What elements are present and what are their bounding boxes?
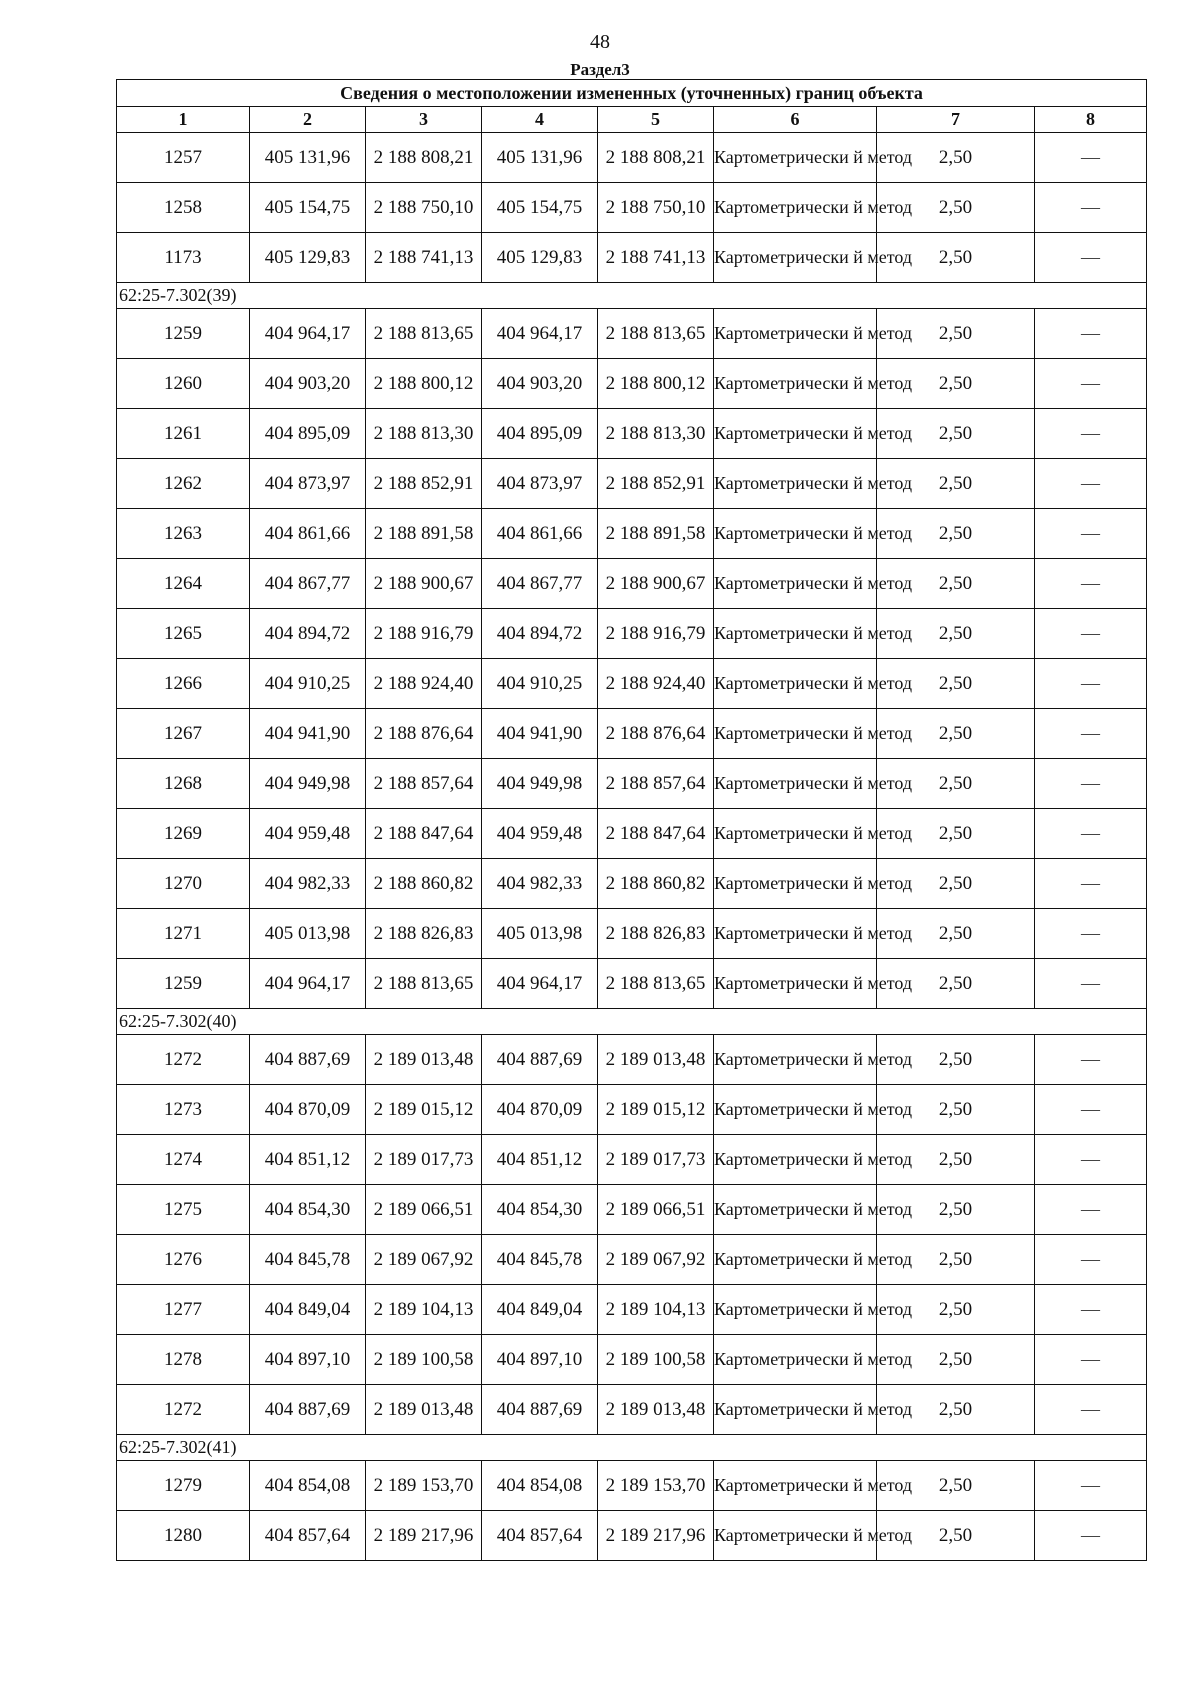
table-row xyxy=(117,909,1147,959)
cell-x-old: 404 870,09 xyxy=(250,1085,366,1135)
cell-y-old: 2 188 847,64 xyxy=(366,809,482,859)
cell-x-old: 404 895,09 xyxy=(250,409,366,459)
cell-method: Картометрически й метод xyxy=(714,1185,877,1235)
cell-accuracy: 2,50 xyxy=(877,1335,1035,1385)
cell-accuracy: 2,50 xyxy=(877,309,1035,359)
table-row xyxy=(117,559,1147,609)
cell-point-number: 1274 xyxy=(117,1135,250,1185)
cell-description: — xyxy=(1035,1085,1147,1135)
table-row xyxy=(117,1285,1147,1335)
cell-point-number: 1278 xyxy=(117,1335,250,1385)
cell-point-number: 1265 xyxy=(117,609,250,659)
cell-point-number: 1275 xyxy=(117,1185,250,1235)
cell-y-new: 2 189 017,73 xyxy=(598,1135,714,1185)
cell-y-new: 2 188 813,30 xyxy=(598,409,714,459)
section-label: 62:25-7.302(40) xyxy=(117,1009,1147,1035)
cell-accuracy: 2,50 xyxy=(877,909,1035,959)
cell-x-old: 405 131,96 xyxy=(250,133,366,183)
coordinates-table xyxy=(116,79,1147,1561)
cell-x-old: 404 941,90 xyxy=(250,709,366,759)
cell-y-new: 2 189 100,58 xyxy=(598,1335,714,1385)
cell-point-number: 1259 xyxy=(117,959,250,1009)
cell-method: Картометрически й метод xyxy=(714,809,877,859)
table-row xyxy=(117,233,1147,283)
cell-point-number: 1258 xyxy=(117,183,250,233)
cell-y-old: 2 189 066,51 xyxy=(366,1185,482,1235)
cell-y-old: 2 189 013,48 xyxy=(366,1385,482,1435)
table-row xyxy=(117,1035,1147,1085)
table-row xyxy=(117,359,1147,409)
cell-description: — xyxy=(1035,1335,1147,1385)
cell-x-old: 404 982,33 xyxy=(250,859,366,909)
cell-method: Картометрически й метод xyxy=(714,1085,877,1135)
table-row xyxy=(117,409,1147,459)
cell-point-number: 1276 xyxy=(117,1235,250,1285)
cell-x-new: 404 861,66 xyxy=(482,509,598,559)
cell-x-new: 404 941,90 xyxy=(482,709,598,759)
cell-method: Картометрически й метод xyxy=(714,709,877,759)
cell-method: Картометрически й метод xyxy=(714,909,877,959)
cell-x-old: 404 867,77 xyxy=(250,559,366,609)
cell-description: — xyxy=(1035,359,1147,409)
cell-point-number: 1277 xyxy=(117,1285,250,1335)
cell-x-old: 404 854,30 xyxy=(250,1185,366,1235)
cell-x-old: 404 845,78 xyxy=(250,1235,366,1285)
cell-y-new: 2 189 066,51 xyxy=(598,1185,714,1235)
table-row xyxy=(117,459,1147,509)
cell-x-new: 404 845,78 xyxy=(482,1235,598,1285)
cell-y-new: 2 188 924,40 xyxy=(598,659,714,709)
cell-accuracy: 2,50 xyxy=(877,659,1035,709)
cell-y-old: 2 188 916,79 xyxy=(366,609,482,659)
cell-description: — xyxy=(1035,309,1147,359)
section-label: 62:25-7.302(39) xyxy=(117,283,1147,309)
cell-point-number: 1272 xyxy=(117,1035,250,1085)
cell-accuracy: 2,50 xyxy=(877,959,1035,1009)
cell-y-new: 2 188 826,83 xyxy=(598,909,714,959)
cell-y-new: 2 188 750,10 xyxy=(598,183,714,233)
cell-x-new: 404 964,17 xyxy=(482,309,598,359)
cell-description: — xyxy=(1035,1511,1147,1561)
cell-point-number: 1270 xyxy=(117,859,250,909)
cell-x-new: 404 870,09 xyxy=(482,1085,598,1135)
table-row xyxy=(117,309,1147,359)
cell-method: Картометрически й метод xyxy=(714,609,877,659)
cell-y-old: 2 188 741,13 xyxy=(366,233,482,283)
cell-method: Картометрически й метод xyxy=(714,1285,877,1335)
cell-point-number: 1267 xyxy=(117,709,250,759)
cell-accuracy: 2,50 xyxy=(877,609,1035,659)
table-row xyxy=(117,1461,1147,1511)
cell-accuracy: 2,50 xyxy=(877,1385,1035,1435)
cell-x-new: 405 154,75 xyxy=(482,183,598,233)
cell-description: — xyxy=(1035,1461,1147,1511)
cell-y-new: 2 188 800,12 xyxy=(598,359,714,409)
cell-x-old: 405 129,83 xyxy=(250,233,366,283)
cell-y-new: 2 189 153,70 xyxy=(598,1461,714,1511)
table-row xyxy=(117,659,1147,709)
cell-x-new: 404 959,48 xyxy=(482,809,598,859)
cell-method: Картометрически й метод xyxy=(714,559,877,609)
cell-accuracy: 2,50 xyxy=(877,1461,1035,1511)
cell-x-new: 404 887,69 xyxy=(482,1035,598,1085)
cell-y-old: 2 188 813,30 xyxy=(366,409,482,459)
cell-description: — xyxy=(1035,1185,1147,1235)
cell-x-old: 405 154,75 xyxy=(250,183,366,233)
cell-y-old: 2 189 100,58 xyxy=(366,1335,482,1385)
cell-y-old: 2 189 015,12 xyxy=(366,1085,482,1135)
cell-accuracy: 2,50 xyxy=(877,1285,1035,1335)
column-header-5: 5 xyxy=(598,107,714,133)
cell-x-new: 404 903,20 xyxy=(482,359,598,409)
table-row xyxy=(117,809,1147,859)
cell-method: Картометрически й метод xyxy=(714,309,877,359)
cell-x-new: 404 887,69 xyxy=(482,1385,598,1435)
cell-method: Картометрически й метод xyxy=(714,459,877,509)
cell-accuracy: 2,50 xyxy=(877,1135,1035,1185)
cell-method: Картометрически й метод xyxy=(714,1135,877,1185)
cell-x-new: 404 895,09 xyxy=(482,409,598,459)
cell-description: — xyxy=(1035,709,1147,759)
cell-point-number: 1272 xyxy=(117,1385,250,1435)
column-header-8: 8 xyxy=(1035,107,1147,133)
section-row xyxy=(117,283,1147,309)
cell-y-new: 2 188 847,64 xyxy=(598,809,714,859)
cell-method: Картометрически й метод xyxy=(714,859,877,909)
cell-point-number: 1260 xyxy=(117,359,250,409)
section-label: 62:25-7.302(41) xyxy=(117,1435,1147,1461)
cell-method: Картометрически й метод xyxy=(714,183,877,233)
cell-y-old: 2 189 017,73 xyxy=(366,1135,482,1185)
cell-y-new: 2 189 104,13 xyxy=(598,1285,714,1335)
cell-y-new: 2 189 217,96 xyxy=(598,1511,714,1561)
table-row xyxy=(117,759,1147,809)
cell-y-old: 2 188 826,83 xyxy=(366,909,482,959)
cell-description: — xyxy=(1035,1285,1147,1335)
cell-accuracy: 2,50 xyxy=(877,1185,1035,1235)
cell-description: — xyxy=(1035,909,1147,959)
cell-y-old: 2 188 800,12 xyxy=(366,359,482,409)
cell-description: — xyxy=(1035,959,1147,1009)
cell-accuracy: 2,50 xyxy=(877,1511,1035,1561)
cell-description: — xyxy=(1035,509,1147,559)
cell-accuracy: 2,50 xyxy=(877,809,1035,859)
cell-y-old: 2 188 860,82 xyxy=(366,859,482,909)
cell-method: Картометрически й метод xyxy=(714,509,877,559)
cell-x-old: 405 013,98 xyxy=(250,909,366,959)
cell-y-new: 2 188 857,64 xyxy=(598,759,714,809)
cell-method: Картометрически й метод xyxy=(714,1461,877,1511)
cell-accuracy: 2,50 xyxy=(877,233,1035,283)
cell-accuracy: 2,50 xyxy=(877,1035,1035,1085)
cell-x-new: 404 851,12 xyxy=(482,1135,598,1185)
cell-description: — xyxy=(1035,1385,1147,1435)
cell-accuracy: 2,50 xyxy=(877,759,1035,809)
cell-method: Картометрически й метод xyxy=(714,1511,877,1561)
cell-y-old: 2 188 808,21 xyxy=(366,133,482,183)
table-row xyxy=(117,1085,1147,1135)
cell-x-old: 404 964,17 xyxy=(250,309,366,359)
cell-y-old: 2 189 104,13 xyxy=(366,1285,482,1335)
column-header-4: 4 xyxy=(482,107,598,133)
table-row xyxy=(117,1511,1147,1561)
column-header-2: 2 xyxy=(250,107,366,133)
column-header-1: 1 xyxy=(117,107,250,133)
cell-accuracy: 2,50 xyxy=(877,709,1035,759)
cell-point-number: 1266 xyxy=(117,659,250,709)
cell-accuracy: 2,50 xyxy=(877,859,1035,909)
cell-x-new: 404 849,04 xyxy=(482,1285,598,1335)
cell-accuracy: 2,50 xyxy=(877,409,1035,459)
section-title: Раздел3 xyxy=(570,60,630,79)
cell-y-new: 2 188 876,64 xyxy=(598,709,714,759)
cell-description: — xyxy=(1035,233,1147,283)
cell-accuracy: 2,50 xyxy=(877,1085,1035,1135)
cell-method: Картометрически й метод xyxy=(714,233,877,283)
cell-point-number: 1173 xyxy=(117,233,250,283)
cell-y-old: 2 189 013,48 xyxy=(366,1035,482,1085)
cell-point-number: 1261 xyxy=(117,409,250,459)
cell-y-old: 2 188 876,64 xyxy=(366,709,482,759)
table-row xyxy=(117,709,1147,759)
cell-method: Картометрически й метод xyxy=(714,1335,877,1385)
column-header-3: 3 xyxy=(366,107,482,133)
cell-x-old: 404 861,66 xyxy=(250,509,366,559)
cell-point-number: 1279 xyxy=(117,1461,250,1511)
cell-x-old: 404 897,10 xyxy=(250,1335,366,1385)
cell-y-old: 2 188 857,64 xyxy=(366,759,482,809)
cell-point-number: 1263 xyxy=(117,509,250,559)
table-body xyxy=(117,133,1147,1561)
cell-y-new: 2 188 916,79 xyxy=(598,609,714,659)
cell-x-new: 404 897,10 xyxy=(482,1335,598,1385)
cell-y-new: 2 189 067,92 xyxy=(598,1235,714,1285)
cell-method: Картометрически й метод xyxy=(714,759,877,809)
column-header-6: 6 xyxy=(714,107,877,133)
table-row xyxy=(117,1385,1147,1435)
column-header-row xyxy=(117,107,1147,133)
cell-x-old: 404 964,17 xyxy=(250,959,366,1009)
cell-y-new: 2 188 891,58 xyxy=(598,509,714,559)
cell-method: Картометрически й метод xyxy=(714,1035,877,1085)
table-row xyxy=(117,183,1147,233)
cell-method: Картометрически й метод xyxy=(714,359,877,409)
cell-description: — xyxy=(1035,859,1147,909)
cell-y-old: 2 188 852,91 xyxy=(366,459,482,509)
cell-y-new: 2 189 013,48 xyxy=(598,1385,714,1435)
cell-accuracy: 2,50 xyxy=(877,183,1035,233)
cell-x-old: 404 849,04 xyxy=(250,1285,366,1335)
table-row xyxy=(117,1135,1147,1185)
cell-description: — xyxy=(1035,559,1147,609)
cell-point-number: 1273 xyxy=(117,1085,250,1135)
cell-y-new: 2 189 013,48 xyxy=(598,1035,714,1085)
cell-y-old: 2 189 153,70 xyxy=(366,1461,482,1511)
table-row xyxy=(117,133,1147,183)
cell-y-new: 2 188 852,91 xyxy=(598,459,714,509)
cell-y-new: 2 188 860,82 xyxy=(598,859,714,909)
cell-y-new: 2 188 900,67 xyxy=(598,559,714,609)
cell-accuracy: 2,50 xyxy=(877,559,1035,609)
column-header-7: 7 xyxy=(877,107,1035,133)
cell-x-old: 404 949,98 xyxy=(250,759,366,809)
cell-description: — xyxy=(1035,1235,1147,1285)
table-row xyxy=(117,1335,1147,1385)
cell-y-new: 2 189 015,12 xyxy=(598,1085,714,1135)
cell-x-new: 404 873,97 xyxy=(482,459,598,509)
cell-x-new: 404 857,64 xyxy=(482,1511,598,1561)
cell-method: Картометрически й метод xyxy=(714,1385,877,1435)
section-row xyxy=(117,1009,1147,1035)
cell-x-new: 404 854,08 xyxy=(482,1461,598,1511)
cell-method: Картометрически й метод xyxy=(714,959,877,1009)
cell-method: Картометрически й метод xyxy=(714,659,877,709)
cell-y-old: 2 188 891,58 xyxy=(366,509,482,559)
table-row xyxy=(117,509,1147,559)
cell-description: — xyxy=(1035,759,1147,809)
table-caption: Сведения о местоположении измененных (уточненных) границ объекта xyxy=(117,80,1147,107)
cell-y-old: 2 188 813,65 xyxy=(366,309,482,359)
cell-x-old: 404 887,69 xyxy=(250,1035,366,1085)
cell-point-number: 1262 xyxy=(117,459,250,509)
cell-accuracy: 2,50 xyxy=(877,133,1035,183)
cell-y-old: 2 189 067,92 xyxy=(366,1235,482,1285)
cell-x-new: 405 131,96 xyxy=(482,133,598,183)
table-row xyxy=(117,859,1147,909)
cell-x-new: 404 964,17 xyxy=(482,959,598,1009)
cell-method: Картометрически й метод xyxy=(714,409,877,459)
cell-description: — xyxy=(1035,659,1147,709)
cell-y-new: 2 188 813,65 xyxy=(598,959,714,1009)
cell-x-old: 404 903,20 xyxy=(250,359,366,409)
cell-x-old: 404 910,25 xyxy=(250,659,366,709)
cell-method: Картометрически й метод xyxy=(714,1235,877,1285)
cell-x-new: 404 867,77 xyxy=(482,559,598,609)
cell-description: — xyxy=(1035,409,1147,459)
cell-x-old: 404 894,72 xyxy=(250,609,366,659)
cell-description: — xyxy=(1035,133,1147,183)
page-number: 48 xyxy=(590,31,610,53)
cell-x-old: 404 887,69 xyxy=(250,1385,366,1435)
cell-x-new: 404 982,33 xyxy=(482,859,598,909)
cell-x-old: 404 959,48 xyxy=(250,809,366,859)
cell-y-old: 2 188 813,65 xyxy=(366,959,482,1009)
cell-y-new: 2 188 741,13 xyxy=(598,233,714,283)
cell-method: Картометрически й метод xyxy=(714,133,877,183)
cell-x-new: 404 949,98 xyxy=(482,759,598,809)
cell-description: — xyxy=(1035,1035,1147,1085)
cell-description: — xyxy=(1035,809,1147,859)
cell-point-number: 1259 xyxy=(117,309,250,359)
cell-description: — xyxy=(1035,183,1147,233)
cell-accuracy: 2,50 xyxy=(877,459,1035,509)
cell-x-old: 404 857,64 xyxy=(250,1511,366,1561)
cell-y-new: 2 188 808,21 xyxy=(598,133,714,183)
cell-x-new: 404 910,25 xyxy=(482,659,598,709)
cell-point-number: 1271 xyxy=(117,909,250,959)
cell-x-new: 404 854,30 xyxy=(482,1185,598,1235)
cell-point-number: 1264 xyxy=(117,559,250,609)
cell-x-new: 404 894,72 xyxy=(482,609,598,659)
cell-y-old: 2 188 924,40 xyxy=(366,659,482,709)
cell-point-number: 1268 xyxy=(117,759,250,809)
section-row xyxy=(117,1435,1147,1461)
cell-description: — xyxy=(1035,609,1147,659)
cell-accuracy: 2,50 xyxy=(877,359,1035,409)
cell-x-new: 405 013,98 xyxy=(482,909,598,959)
table-row xyxy=(117,609,1147,659)
cell-description: — xyxy=(1035,459,1147,509)
cell-y-old: 2 189 217,96 xyxy=(366,1511,482,1561)
cell-x-old: 404 851,12 xyxy=(250,1135,366,1185)
table-row xyxy=(117,959,1147,1009)
cell-accuracy: 2,50 xyxy=(877,509,1035,559)
cell-y-old: 2 188 900,67 xyxy=(366,559,482,609)
cell-x-old: 404 854,08 xyxy=(250,1461,366,1511)
cell-y-old: 2 188 750,10 xyxy=(366,183,482,233)
cell-point-number: 1280 xyxy=(117,1511,250,1561)
cell-point-number: 1257 xyxy=(117,133,250,183)
cell-accuracy: 2,50 xyxy=(877,1235,1035,1285)
cell-x-old: 404 873,97 xyxy=(250,459,366,509)
cell-point-number: 1269 xyxy=(117,809,250,859)
cell-description: — xyxy=(1035,1135,1147,1185)
cell-y-new: 2 188 813,65 xyxy=(598,309,714,359)
cell-x-new: 405 129,83 xyxy=(482,233,598,283)
table-row xyxy=(117,1235,1147,1285)
table-row xyxy=(117,1185,1147,1235)
